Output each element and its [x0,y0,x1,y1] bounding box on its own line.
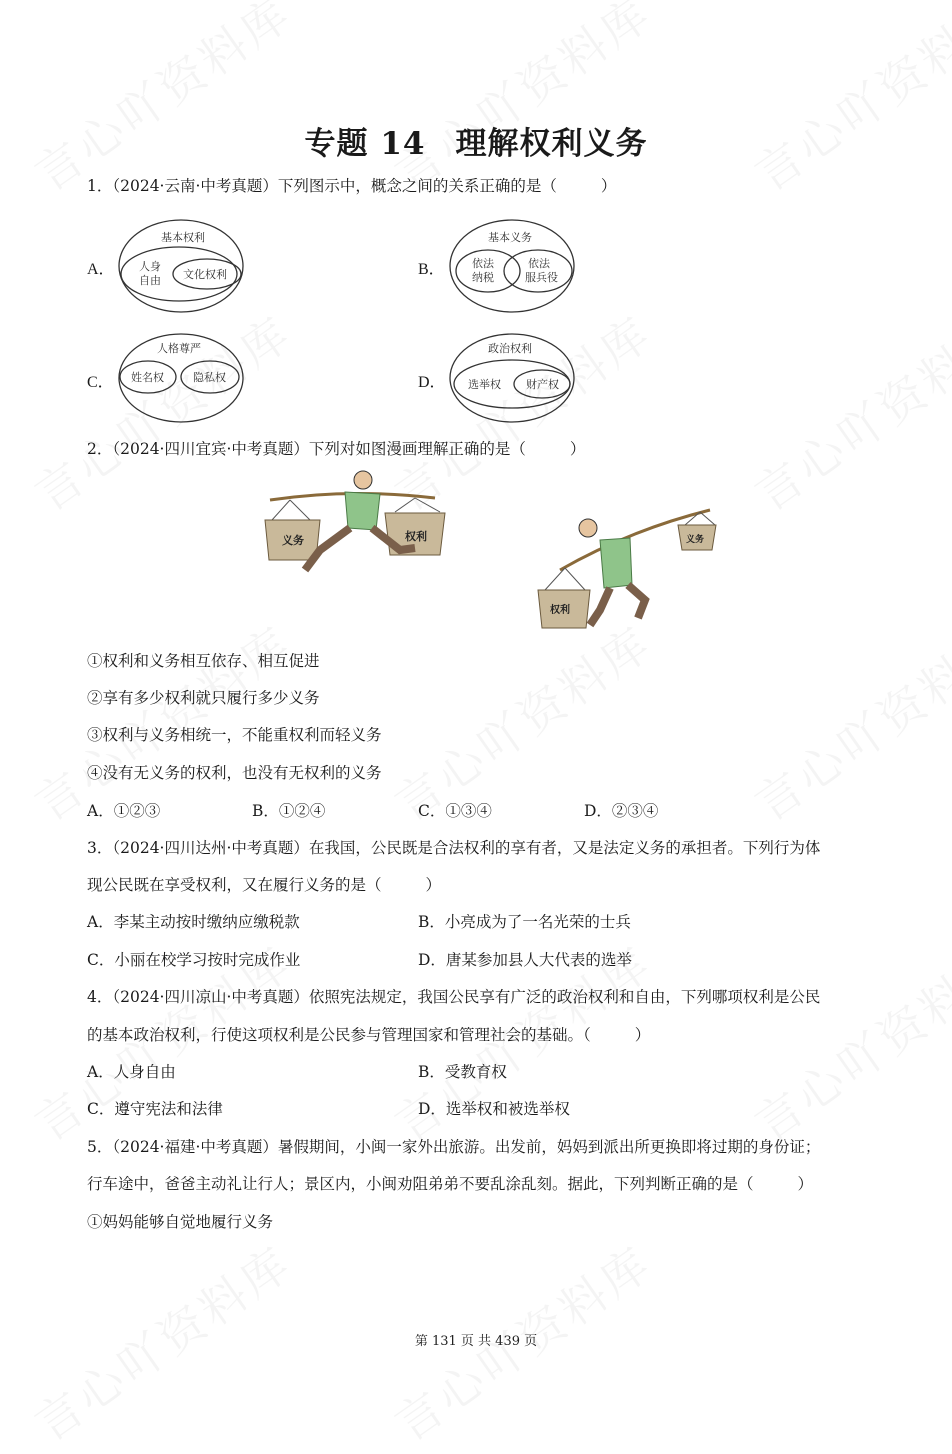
svg-text:依法: 依法 [528,257,550,270]
svg-text:义务: 义务 [282,534,304,547]
q2-statement-3: ③权利与义务相统一，不能重权利而轻义务 [87,726,382,744]
svg-text:服兵役: 服兵役 [525,271,558,284]
svg-text:权利: 权利 [550,605,570,616]
q2-statement-1: ①权利和义务相互依存、相互促进 [87,652,320,670]
q2-statement-4: ④没有无义务的权利，也没有无权利的义务 [87,764,382,782]
page-title [0,118,952,163]
q2-choice-a[interactable]: A．①②③ [87,802,161,820]
svg-text:财产权: 财产权 [526,378,559,391]
q4-choice-a[interactable]: A．人身自由 [87,1063,176,1081]
svg-text:自由: 自由 [139,274,161,287]
q5-statement-1: ①妈妈能够自觉地履行义务 [87,1213,274,1231]
svg-text:隐私权: 隐私权 [193,371,226,384]
q1-option-a-diagram [115,216,250,320]
cartoon-balanced [250,470,460,589]
venn-outer-label: 基本权利 [161,231,205,244]
q4-choice-c[interactable]: C．遵守宪法和法律 [87,1100,223,1118]
svg-text:依法: 依法 [472,257,494,270]
q1-option-d-label[interactable]: D． [418,374,446,391]
venn-outer-label: 政治权利 [488,342,532,355]
q3-choice-a[interactable]: A．李某主动按时缴纳应缴税款 [87,913,300,931]
q4-choice-d[interactable]: D．选举权和被选举权 [418,1100,570,1118]
q1-option-b-label[interactable]: B． [418,261,445,278]
q3-choice-d[interactable]: D．唐某参加县人大代表的选举 [418,951,632,969]
q2-choice-d[interactable]: D．②③④ [584,802,659,820]
q1-option-c-label[interactable]: C． [87,374,114,391]
svg-text:人身: 人身 [139,260,161,273]
question-5-stem-line2: 行车途中，爸爸主动礼让行人；景区内，小闽劝阻弟弟不要乱涂乱刻。据此，下列判断正确的是（ ） [87,1175,814,1193]
cartoon-unbalanced [520,500,720,639]
q1-option-c-diagram [115,330,250,434]
title-main: 理解权利义务 [455,126,648,162]
q3-choice-c[interactable]: C．小丽在校学习按时完成作业 [87,951,301,969]
q4-choice-b[interactable]: B．受教育权 [418,1063,507,1081]
watermark [740,0,952,204]
venn-outer-label: 基本义务 [488,231,532,244]
svg-text:纳税: 纳税 [472,271,494,284]
svg-text:义务: 义务 [686,535,705,545]
watermark [740,298,952,524]
question-5-stem-line1: 5．（2024·福建·中考真题）暑假期间，小闽一家外出旅游。出发前，妈妈到派出所更换即将过期的身份证； [87,1138,821,1156]
page-footer: 第 131 页 共 439 页 [414,1334,538,1349]
question-3-stem-line2: 现公民既在享受权利，又在履行义务的是（ ） [87,876,442,894]
question-1-stem: 1．（2024·云南·中考真题）下列图示中，概念之间的关系正确的是（ ） [87,177,617,195]
svg-text:文化权利: 文化权利 [183,268,227,281]
venn-outer-label: 人格尊严 [157,342,201,355]
question-4-stem-line2: 的基本政治权利，行使这项权利是公民参与管理国家和管理社会的基础。（ ） [87,1026,651,1044]
svg-text:选举权: 选举权 [468,378,501,391]
question-4-stem-line1: 4．（2024·四川凉山·中考真题）依照宪法规定，我国公民享有广泛的政治权利和自由，下列哪项权利是公民 [87,988,821,1006]
q2-choice-b[interactable]: B．①②④ [252,802,326,820]
watermark [740,608,952,834]
svg-text:权利: 权利 [405,530,427,543]
q2-choice-c[interactable]: C．①③④ [418,802,492,820]
watermark [740,928,952,1154]
q1-option-a-label[interactable]: A． [87,261,115,278]
svg-text:姓名权: 姓名权 [131,371,164,384]
question-3-stem-line1: 3．（2024·四川达州·中考真题）在我国，公民既是合法权利的享有者，又是法定义务的承担者。下列行为体 [87,839,821,857]
q2-statement-2: ②享有多少权利就只履行多少义务 [87,689,320,707]
q3-choice-b[interactable]: B．小亮成为了一名光荣的士兵 [418,913,631,931]
question-2-stem: 2．（2024·四川宜宾·中考真题）下列对如图漫画理解正确的是（ ） [87,440,586,458]
title-prefix: 专题 14 [304,126,426,162]
q1-option-b-diagram [446,216,581,320]
q1-option-d-diagram [446,330,581,434]
